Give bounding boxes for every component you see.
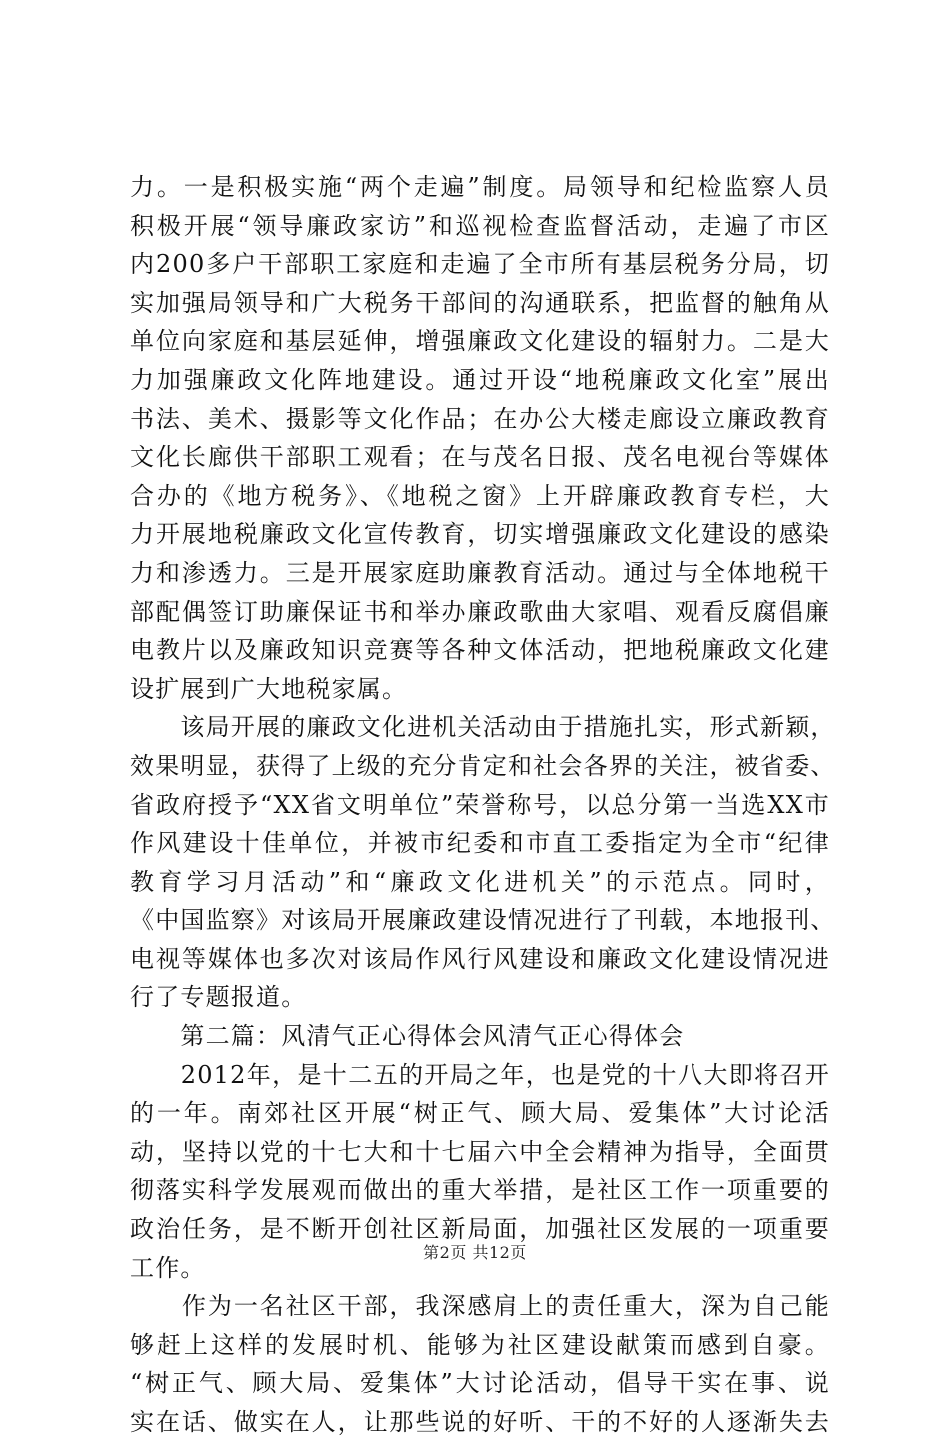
- text-line: 力开展地税廉政文化宣传教育，切实增强廉政文化建设的感染: [130, 520, 830, 549]
- text-line: 书法、美术、摄影等文化作品；在办公大楼走廊设立廉政教育: [130, 404, 830, 433]
- text-line: 部配偶签订助廉保证书和举办廉政歌曲大家唱、观看反腐倡廉: [130, 597, 830, 626]
- text-line: 2012年，是十二五的开局之年，也是党的十八大即将召开: [130, 1060, 830, 1089]
- text-line: 力和渗透力。三是开展家庭助廉教育活动。通过与全体地税干: [130, 558, 830, 587]
- text-line: 设扩展到广大地税家属。: [130, 674, 408, 703]
- text-line: 作风建设十佳单位，并被市纪委和市直工委指定为全市“纪律: [130, 829, 830, 858]
- text-line: 力。一是积极实施“两个走遍”制度。局领导和纪检监察人员: [130, 173, 830, 201]
- text-line: 动，坚持以党的十七大和十七届六中全会精神为指导，全面贯: [130, 1137, 830, 1166]
- text-line: “树正气、顾大局、爱集体”大讨论活动，倡导干实在事、说: [130, 1369, 830, 1398]
- text-line: 积极开展“领导廉政家访”和巡视检查监督活动，走遍了市区: [130, 211, 830, 240]
- text-line: 内200多户干部职工家庭和走遍了全市所有基层税务分局，切: [130, 250, 830, 279]
- text-line: 够赶上这样的发展时机、能够为社区建设献策而感到自豪。: [130, 1330, 830, 1359]
- text-line: 合办的《地方税务》、《地税之窗》上开辟廉政教育专栏，大: [130, 481, 830, 510]
- text-line: 省政府授予“XX省文明单位”荣誉称号，以总分第一当选XX市: [130, 790, 830, 819]
- text-line: 《中国监察》对该局开展廉政建设情况进行了刊载，本地报刊、: [130, 906, 836, 935]
- text-line: 作为一名社区干部，我深感肩上的责任重大，深为自己能: [130, 1292, 830, 1321]
- text-line: 实加强局领导和广大税务干部间的沟通联系，把监督的触角从: [130, 288, 830, 317]
- text-line: 彻落实科学发展观而做出的重大举措，是社区工作一项重要的: [130, 1176, 830, 1205]
- text-line: 的一年。南郊社区开展“树正气、顾大局、爱集体”大讨论活: [130, 1099, 830, 1128]
- text-line: 工作。: [130, 1253, 206, 1282]
- text-line: 效果明显，获得了上级的充分肯定和社会各界的关注，被省委、: [130, 751, 836, 780]
- text-line: 电视等媒体也多次对该局作风行风建设和廉政文化建设情况进: [130, 944, 830, 973]
- text-line: 文化长廊供干部职工观看；在与茂名日报、茂名电视台等媒体: [130, 443, 830, 472]
- text-line: 实在话、做实在人，让那些说的好听、干的不好的人逐渐失去: [130, 1408, 830, 1436]
- text-line: 行了专题报道。: [130, 983, 307, 1012]
- text-line: 教育学习月活动”和“廉政文化进机关”的示范点。同时，: [130, 867, 830, 896]
- section-heading: 第二篇：风清气正心得体会风清气正心得体会: [130, 1022, 685, 1051]
- text-line: 力加强廉政文化阵地建设。通过开设“地税廉政文化室”展出: [130, 365, 830, 394]
- text-line: 政治任务，是不断开创社区新局面，加强社区发展的一项重要: [130, 1215, 830, 1244]
- page-footer: 第2页 共12页: [423, 1243, 527, 1262]
- text-line: 该局开展的廉政文化进机关活动由于措施扎实，形式新颖，: [130, 713, 836, 742]
- text-line: 单位向家庭和基层延伸，增强廉政文化建设的辐射力。二是大: [130, 327, 830, 356]
- text-line: 电教片以及廉政知识竞赛等各种文体活动，把地税廉政文化建: [130, 636, 830, 665]
